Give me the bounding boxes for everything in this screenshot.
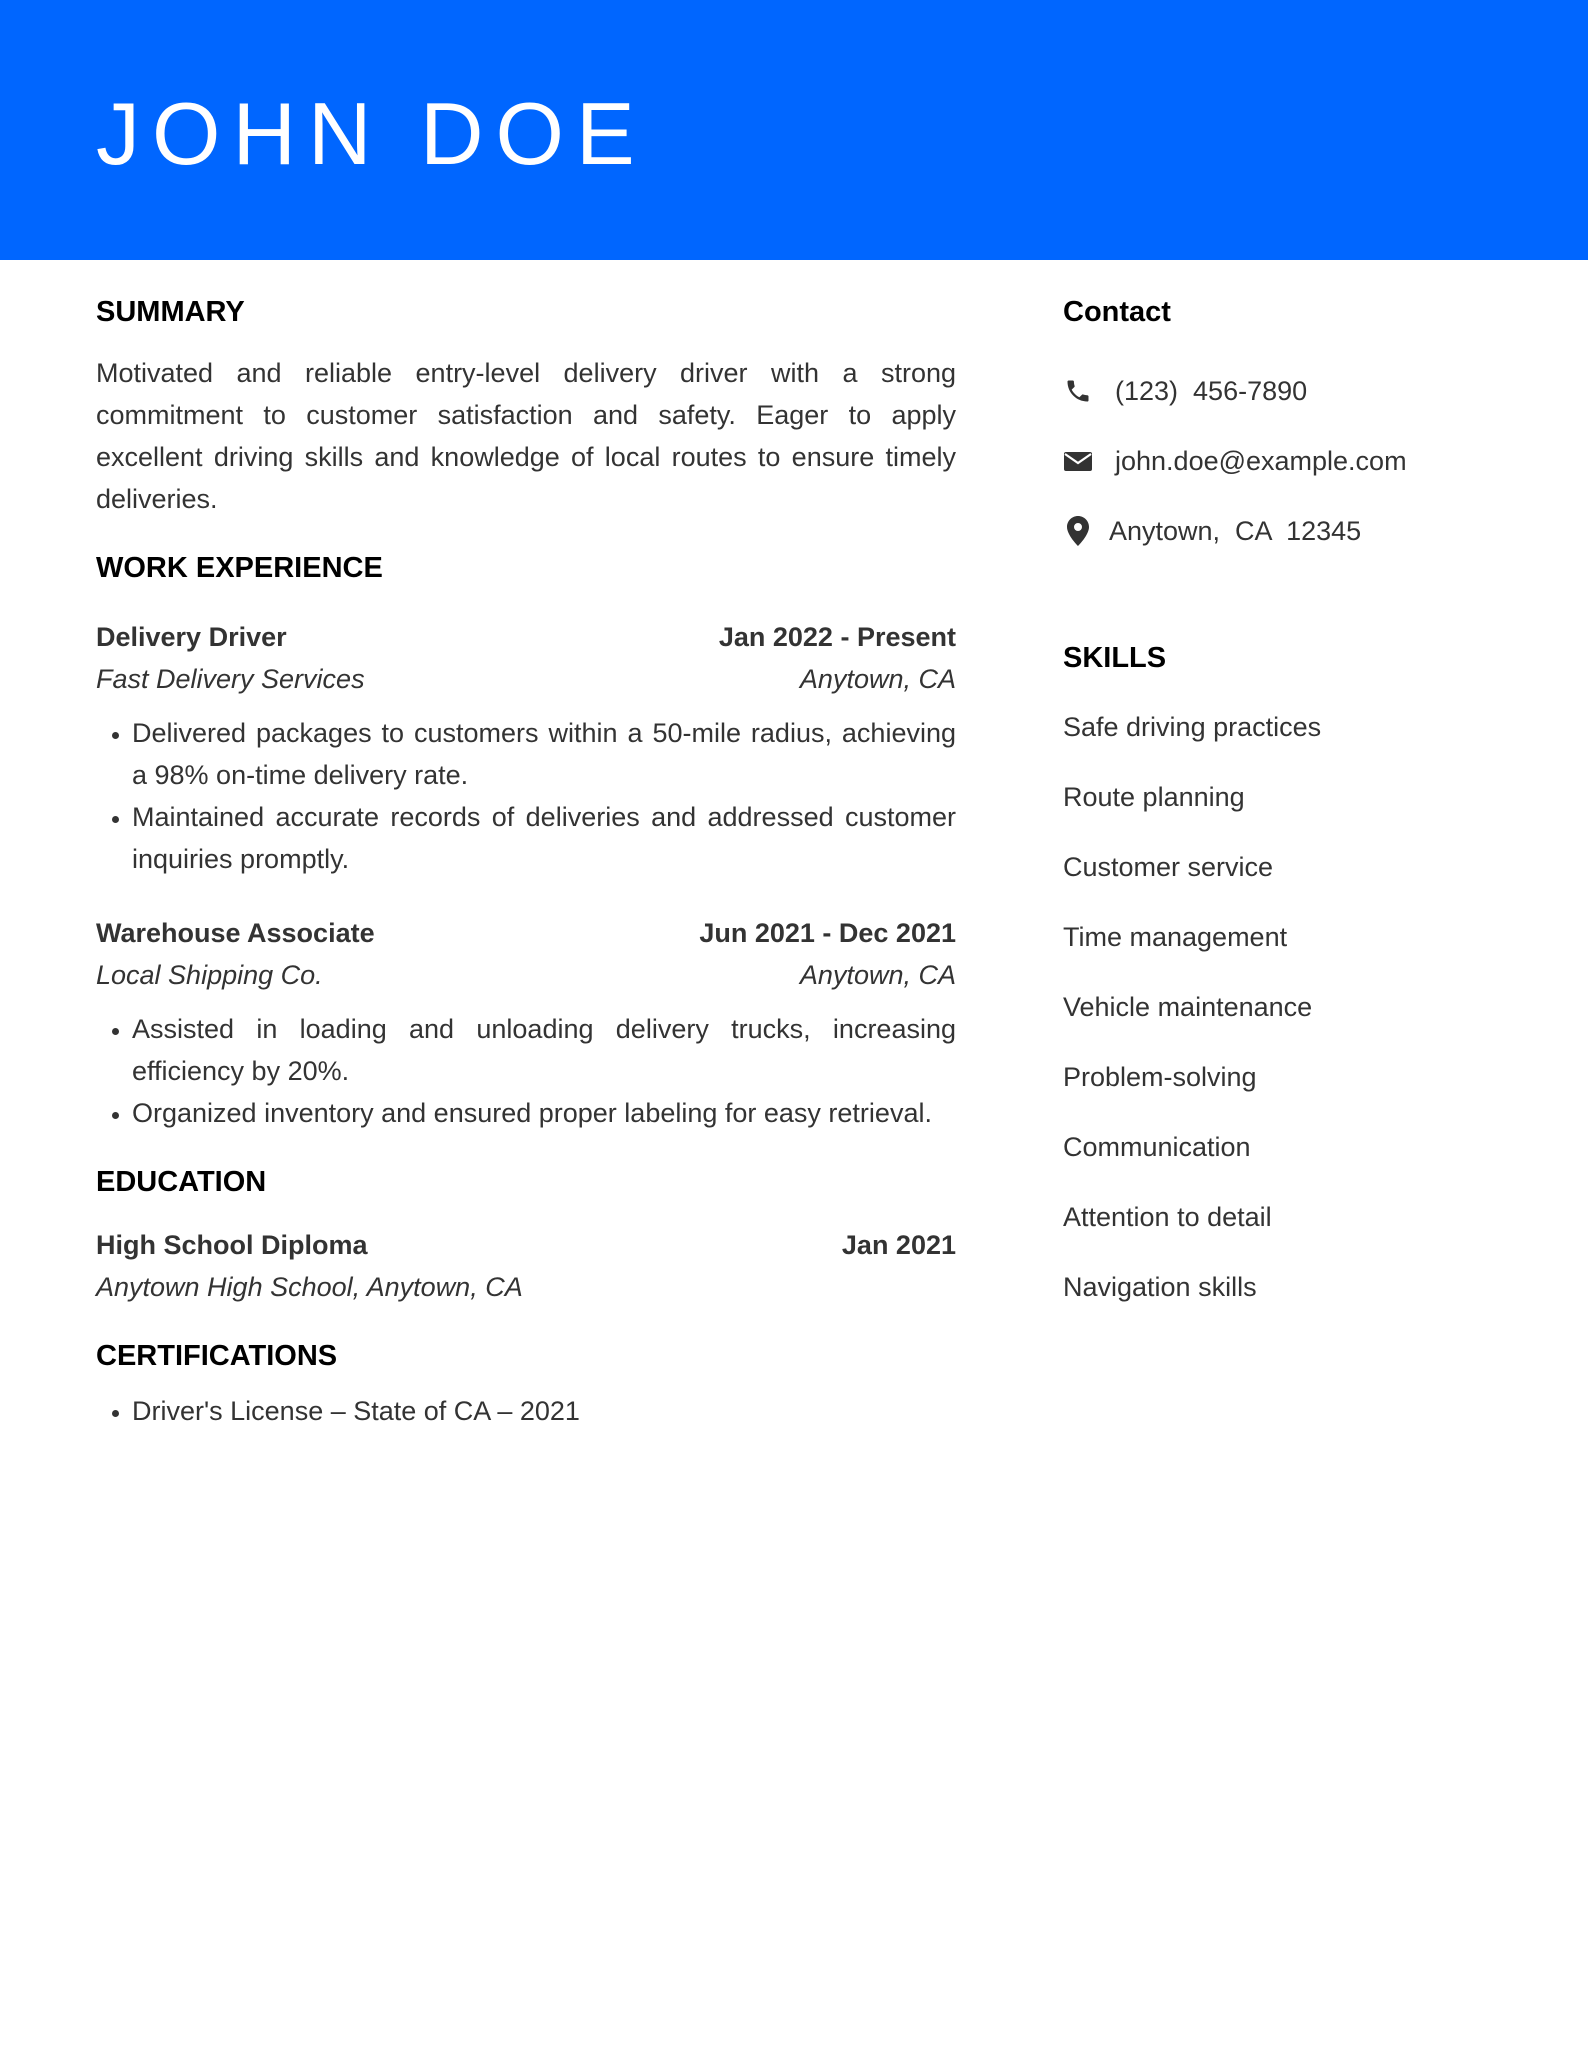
education-section: [96, 1160, 956, 1308]
job-company: Fast Delivery Services: [96, 664, 365, 694]
contact-address: [1063, 496, 1523, 566]
contact-heading: Contact: [1063, 296, 1171, 328]
certifications-heading: CERTIFICATIONS: [96, 1340, 338, 1372]
work-experience-section: [96, 546, 956, 1134]
graduation-date: Jan 2021: [841, 1230, 956, 1260]
phone-number[interactable]: (123) 456-7890: [1115, 375, 1308, 406]
certifications-section: [96, 1334, 956, 1432]
job-title: Delivery Driver: [96, 622, 287, 652]
candidate-name: JOHN DOE: [96, 84, 647, 183]
phone-icon: [1063, 376, 1093, 406]
main-column: [96, 290, 956, 1432]
job-bullet: • Maintained accurate records of deliveries and addressed customer inquiries promptly.: [132, 796, 956, 880]
job-dates: Jan 2022 - Present: [718, 622, 956, 652]
job-bullets: [96, 712, 956, 880]
skills-list: [1063, 692, 1523, 1322]
job-bullet: • Organized inventory and ensured proper labeling for easy retrieval.: [132, 1092, 956, 1134]
summary-heading: SUMMARY: [96, 296, 245, 328]
skill-item: Customer service: [1063, 852, 1274, 882]
header-banner: [0, 0, 1588, 260]
job-location: Anytown, CA: [799, 960, 956, 990]
work-experience-heading: WORK EXPERIENCE: [96, 552, 383, 584]
sidebar-column: [1063, 290, 1523, 1322]
job-bullet: • Delivered packages to customers within a 50-mile radius, achieving a 98% on-time delivery rate.: [132, 712, 956, 796]
skill-item: Safe driving practices: [1063, 712, 1322, 742]
skills-section: [1063, 636, 1523, 1322]
job-company: Local Shipping Co.: [96, 960, 323, 990]
skill-item: Route planning: [1063, 782, 1245, 812]
certification-item: • Driver's License – State of CA – 2021: [132, 1390, 956, 1432]
certifications-list: [96, 1390, 956, 1432]
skill-item: Communication: [1063, 1132, 1251, 1162]
skill-item: Time management: [1063, 922, 1288, 952]
job-bullets: [96, 1008, 956, 1134]
job-entry: [96, 616, 956, 880]
skills-heading: SKILLS: [1063, 642, 1167, 674]
summary-section: [96, 290, 956, 520]
job-location: Anytown, CA: [799, 664, 956, 694]
skill-item: Navigation skills: [1063, 1272, 1257, 1302]
school-name: Anytown High School, Anytown, CA: [96, 1272, 523, 1302]
education-heading: EDUCATION: [96, 1166, 267, 1198]
contact-section: [1063, 290, 1523, 566]
map-marker-icon: [1063, 516, 1093, 546]
skill-item: Vehicle maintenance: [1063, 992, 1313, 1022]
job-dates: Jun 2021 - Dec 2021: [699, 918, 956, 948]
envelope-icon: [1063, 446, 1093, 476]
job-entry: [96, 912, 956, 1134]
skill-item: Attention to detail: [1063, 1202, 1272, 1232]
contact-email: [1063, 426, 1523, 496]
degree-name: High School Diploma: [96, 1230, 368, 1260]
email-address[interactable]: john.doe@example.com: [1115, 445, 1407, 476]
address-text: Anytown, CA 12345: [1109, 515, 1362, 546]
summary-text: Motivated and reliable entry-level delivery driver with a strong commitment to customer satisfaction and safety. Eager to apply excellent driving skills and knowledge of local routes to ensure timely deliveries.: [96, 358, 956, 514]
skill-item: Problem-solving: [1063, 1062, 1257, 1092]
contact-phone: [1063, 356, 1523, 426]
job-title: Warehouse Associate: [96, 918, 375, 948]
job-bullet: • Assisted in loading and unloading delivery trucks, increasing efficiency by 20%.: [132, 1008, 956, 1092]
